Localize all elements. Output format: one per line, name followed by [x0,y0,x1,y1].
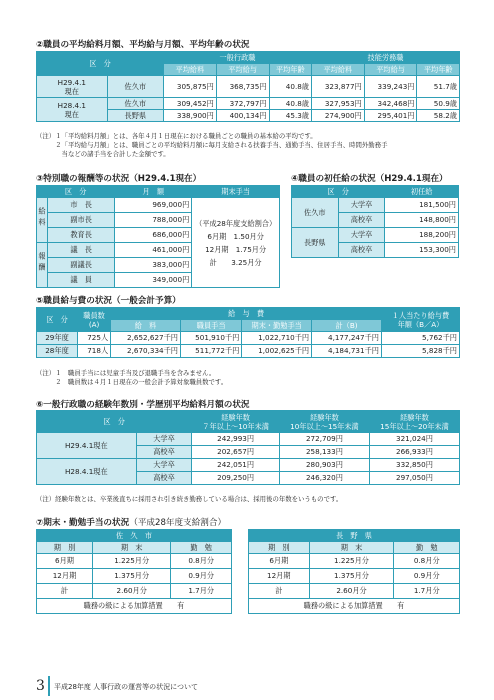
cell: 266,933円 [369,446,459,459]
row-year: 29年度 [37,332,78,345]
col-header: 平均年齢 [417,64,460,76]
table-row [249,554,460,569]
cell: 181,500円 [385,198,459,213]
table-row [249,584,460,599]
col-header: 平均給与 [364,64,417,76]
header-getsu: 月 額 [115,186,192,198]
cell: 4,184,731千円 [312,345,382,358]
cell: 12月期 [37,569,93,584]
cell: 0.9月分 [394,569,460,584]
row-edu: 高校卒 [338,213,385,228]
page-footer [0,673,494,700]
kasan-row: 職務の級による加算措置 有 [37,599,232,614]
salary-average-table [36,51,460,122]
cell: 368,735円 [216,76,269,98]
col-header: 計（B) [312,320,382,332]
page-number: 3 [36,678,45,694]
salary-cost-table [36,307,460,358]
table-row [37,584,232,599]
cell: 332,850円 [369,459,459,472]
cell: 1.7月分 [394,584,460,599]
section-6-note: （注）経験年数とは、卒業後直ちに採用され引き続き勤務している場合は、採用後の年数をいうものです。 [36,495,343,503]
table-row [292,228,459,243]
cell: 153,300円 [385,243,459,258]
header-nagano: 長 野 県 [249,530,460,542]
cell: 5,762千円 [381,332,459,345]
cell: 725人 [78,332,111,345]
cell: 51.7歳 [417,76,460,98]
cell: 969,000円 [115,198,192,213]
cell: 計 [37,584,93,599]
header-kubun: 区 分 [37,411,192,433]
table-row [37,198,280,213]
section-3-title: ③特別職の報酬等の状況（H29.4.1現在） [36,174,202,184]
col-header: 期 末 [309,542,394,554]
row-place: 長野県 [107,110,163,122]
cell: 0.9月分 [171,569,232,584]
cell: 1.7月分 [171,584,232,599]
cell: 327,953円 [312,98,365,110]
table-row [292,198,459,213]
row-place: 佐久市 [107,76,163,98]
cell: 323,877円 [312,76,365,98]
cell: 148,800円 [385,213,459,228]
experience-salary-table [36,410,460,485]
cell: 295,401円 [364,110,417,122]
header-kyuyo: 給 与 費 [111,308,382,320]
bonus-table-saku [36,529,232,614]
col-header: 給 料 [111,320,181,332]
cell: 242,051円 [192,459,280,472]
col-header: 勤 勉 [394,542,460,554]
cell: 1.375月分 [309,569,394,584]
header-kubun: 区 分 [37,52,164,76]
header-sho: 初任給 [385,186,459,198]
header-kimatsu: 期末手当 [192,186,280,198]
cell: 321,024円 [369,433,459,446]
row-place: 佐久市 [107,98,163,110]
cell: 272,709円 [279,433,369,446]
col-header: 職員手当 [181,320,242,332]
cell: 246,320円 [279,472,369,485]
cell: 2.60月分 [93,584,171,599]
cell: 45.3歳 [269,110,311,122]
section-5-note: ２ 職員数は４月１日現在の一般会計予算対象職員数です。 [36,378,228,386]
section-7-title: ⑦期末・勤勉手当の状況（平成28年度支給割合） [36,518,227,528]
section-2-note: ２「平均給与月額」とは、職員ごとの平均給料月額に毎月支給される扶養手当、通勤手当、住居手当、時間外勤務手 [36,141,388,149]
cell: 280,903円 [279,459,369,472]
col-header: 経験年数 ７年以上～10年未満 [192,411,280,433]
cell: 58.2歳 [417,110,460,122]
col-header: 平均給料 [164,64,217,76]
cell: 209,250円 [192,472,280,485]
cell: 1.225月分 [93,554,171,569]
cell: 40.8歳 [269,76,311,98]
row-edu: 大学卒 [338,228,385,243]
cell: 383,000円 [115,258,192,273]
row-place: 佐久市 [292,198,339,228]
col-header: 勤 勉 [171,542,232,554]
header-per: １人当たり給与費 年額（B／A） [381,308,459,332]
cell: 6月期 [37,554,93,569]
row-edu: 高校卒 [136,446,192,459]
cell: 788,000円 [115,213,192,228]
cell: 1,022,710千円 [242,332,312,345]
header-kubun: 区 分 [37,308,78,332]
cell: 461,000円 [115,243,192,258]
footer-text: 平成28年度 人事行政の運営等の状況について [54,683,198,691]
cell: 297,050円 [369,472,459,485]
table-row [37,332,460,345]
cell: 0.8月分 [171,554,232,569]
row-edu: 大学卒 [136,433,192,446]
cell: 349,000円 [115,273,192,288]
table-row [37,569,232,584]
col-header: 期 別 [37,542,93,554]
col-header: 経験年数 15年以上～20年未満 [369,411,459,433]
group-kyuryo: 給料 [37,198,48,243]
cell: 2,652,627千円 [111,332,181,345]
table-row [37,76,460,98]
row-label: 副議長 [48,258,115,273]
cell: 372,797円 [216,98,269,110]
row-label: 議 長 [48,243,115,258]
row-date: H29.4.1 現在 [37,76,108,98]
cell: 40.8歳 [269,98,311,110]
col-header: 期 別 [249,542,310,554]
kimatsu-cell: （平成28年度支給割合） 6月期 1.50月分 12月期 1.75月分 計 3.25月分 [192,198,280,288]
cell: 242,993円 [192,433,280,446]
cell: 309,452円 [164,98,217,110]
col-header: 平均給料 [312,64,365,76]
cell: 0.8月分 [394,554,460,569]
cell: 718人 [78,345,111,358]
header-kubun: 区 分 [37,186,115,198]
row-date: H28.4.1 現在 [37,98,108,122]
cell: 2.60月分 [309,584,394,599]
row-date: H28.4.1現在 [37,459,137,485]
section-2-note: （注）１「平均給料月額」とは、各年４月１日現在における職員ごとの職員の基本給の平均です。 [36,132,317,140]
kasan-row: 職務の級による加算措置 有 [249,599,460,614]
cell: 511,772千円 [181,345,242,358]
section-5-title: ⑤職員給与費の状況（一般会計予算） [36,296,181,306]
section-5-note: （注）１ 職員手当には児童手当及び退職手当を含みません。 [36,369,216,377]
cell: 305,875円 [164,76,217,98]
row-label: 副市長 [48,213,115,228]
table-row [37,554,232,569]
section-6-title: ⑥一般行政職の経験年数別・学歴別平均給料月額の状況 [36,400,250,410]
cell: 5,828千円 [381,345,459,358]
header-gino: 技能労務職 [312,52,460,64]
cell: 4,177,247千円 [312,332,382,345]
cell: 計 [249,584,310,599]
cell: 50.9歳 [417,98,460,110]
col-header: 期 末 [93,542,171,554]
cell: 202,657円 [192,446,280,459]
row-date: H29.4.1現在 [37,433,137,459]
section-2-note: 当などの諸手当を合計した金額です。 [36,150,170,158]
cell: 258,133円 [279,446,369,459]
col-header: 平均年齢 [269,64,311,76]
cell: 12月期 [249,569,310,584]
header-kubun: 区 分 [292,186,385,198]
table-row [37,459,460,472]
row-edu: 大学卒 [338,198,385,213]
cell: 400,134円 [216,110,269,122]
row-year: 28年度 [37,345,78,358]
row-edu: 高校卒 [136,472,192,485]
col-header: 経験年数 10年以上～15年未満 [279,411,369,433]
row-edu: 高校卒 [338,243,385,258]
cell: 1.225月分 [309,554,394,569]
row-label: 市 長 [48,198,115,213]
row-label: 議 員 [48,273,115,288]
cell: 1,002,625千円 [242,345,312,358]
table-row [37,98,460,110]
cell: 338,900円 [164,110,217,122]
table-row [37,433,460,446]
cell: 1.375月分 [93,569,171,584]
group-hoshu: 報酬 [37,243,48,288]
section-4-title: ④職員の初任給の状況（H29.4.1現在） [291,174,448,184]
special-post-table [36,185,280,288]
cell: 188,200円 [385,228,459,243]
row-edu: 大学卒 [136,459,192,472]
cell: 274,900円 [312,110,365,122]
cell: 501,910千円 [181,332,242,345]
cell: 686,000円 [115,228,192,243]
bonus-table-nagano [248,529,460,614]
footer-divider [48,676,50,696]
col-header: 平均給与 [216,64,269,76]
cell: 6月期 [249,554,310,569]
header-staff: 職員数 (A) [78,308,111,332]
starting-salary-table [291,185,459,258]
section-2-title: ②職員の平均給料月額、平均給与月額、平均年齢の状況 [36,40,250,50]
row-label: 教育長 [48,228,115,243]
header-saku: 佐 久 市 [37,530,232,542]
cell: 339,243円 [364,76,417,98]
header-ippan: 一般行政職 [164,52,312,64]
row-place: 長野県 [292,228,339,258]
cell: 342,468円 [364,98,417,110]
cell: 2,670,334千円 [111,345,181,358]
col-header: 期末・勤勉手当 [242,320,312,332]
table-row [37,345,460,358]
table-row [249,569,460,584]
